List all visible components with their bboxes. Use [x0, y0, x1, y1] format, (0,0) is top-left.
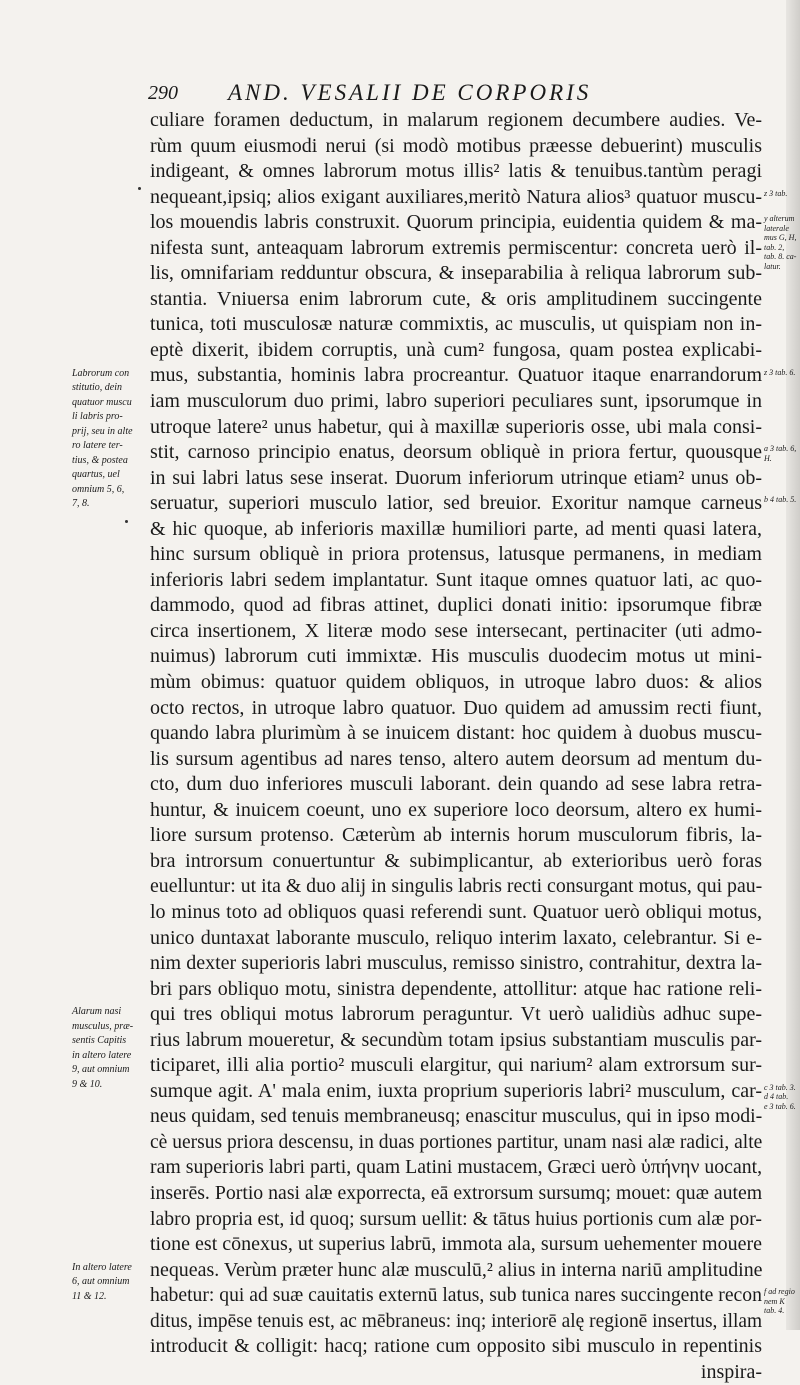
running-title: AND. VESALII DE CORPORIS: [228, 80, 592, 105]
text-line: stit, carnoso principio enatus, deorsum obliquè in priora fertur, quousque: [150, 441, 762, 464]
margin-note-line: y alterum: [764, 214, 795, 224]
text-line: inferioris labri sedem implantatur. Sunt itaque omnes quatuor lati, ac quo-: [150, 568, 762, 591]
text-line: liore sursum protenso. Cæterùm ab internis horum musculorum fibris, la-: [150, 824, 762, 847]
text-line: mùm obimus: quatuor quidem obliquos, in utroque labro duos: & alios: [150, 671, 762, 694]
margin-dot: [125, 520, 128, 523]
text-line: tunica, toti musculosæ naturæ commixtis, ac musculis, ut quispiam non in-: [150, 313, 762, 336]
scan-edge-shadow: [786, 0, 800, 1330]
margin-note-line: z 3 tab. 6.: [764, 367, 796, 377]
margin-note-line: tab. 4.: [764, 1306, 785, 1316]
text-line: ram superioris labri parti, quam Latini mustacem, Græci uerò ὑπήνην uocant,: [150, 1156, 763, 1179]
text-line: rùm quum eiusmodi nerui (si modò motibus præesse debuerint) musculis: [150, 134, 762, 157]
text-line: octo rectos, in utroque labro quatuor. Duo quidem ad amussim recti fiunt,: [150, 696, 762, 719]
text-line: quando labra plurimùm à se inuicem distant: hoc quidem à duobus muscu-: [150, 722, 762, 745]
text-line: eptè dixerit, ibidem corruptis, unà cum² fungosa, quam postea explicabi-: [150, 338, 762, 361]
margin-note-left: [72, 367, 150, 512]
text-line: utroque latere² unus habetur, qui à maxillæ superioris osse, ubi mala consi-: [150, 415, 762, 438]
margin-note-line: 9, aut omnium: [72, 1064, 130, 1076]
text-line: rius labrum moueretur, & secundùm totam ipsius substantiam musculis par-: [150, 1028, 762, 1051]
margin-note-line: quartus, uel: [72, 469, 120, 480]
text-line: cè uersus priora descensu, in duas portiones partitur, unam nasi alæ radici, alte: [150, 1130, 763, 1153]
text-line: labro propria est, id quoq; sursum uellit: & tātus huius portionis cum alæ por-: [150, 1207, 762, 1230]
text-line: sumque agit. A' mala enim, iuxta proprium superioris labri² musculum, car-: [150, 1079, 762, 1102]
text-line: in sui labri latus sese inserat. Duorum inferiorum utrinque etiam² unus ob-: [150, 466, 762, 489]
margin-note-line: mus G, H,: [764, 233, 797, 243]
margin-note-line: e 3 tab. 6.: [764, 1101, 796, 1111]
text-line: indigeant, & omnes labrorum motus illis² latis & tenuibus.tantùm peragi: [150, 160, 762, 183]
margin-note-line: li labris pro-: [72, 411, 123, 422]
margin-note-line: a 3 tab. 6,: [764, 444, 797, 454]
text-line: euelluntur: ut ita & duo alij in singulis labris recti consurgant motus, qui pau-: [150, 875, 763, 898]
text-line: inspira-: [700, 1360, 762, 1383]
margin-note-line: d 4 tab.: [764, 1092, 789, 1102]
page-header: [148, 82, 668, 110]
text-line: nequeant,ipsiq; alios exigant auxiliares,meritò Natura alios³ quatuor muscu-: [150, 185, 762, 208]
text-line: habetur: qui ad suæ cauitatis externū latus, sub tunica nares succingente recon: [150, 1284, 762, 1307]
text-line: lis sursum agentibus ad nares tenso, altero autem deorsum ad mentum du-: [150, 747, 762, 770]
margin-note-right: [764, 1287, 800, 1316]
margin-dot: [138, 187, 141, 190]
text-line: iam musculorum duo primi, labro superiori peculiares sunt, ipsorumque in: [150, 390, 762, 413]
margin-note-line: omnium 5, 6,: [72, 483, 125, 495]
text-line: lo minus toto ad obliquos quasi referendi sunt. Quatuor uerò obliqui motus,: [150, 900, 762, 923]
text-line: lis, omnifariam redduntur obscura, & inseparabilia à reliqua labrorum sub-: [150, 262, 762, 285]
margin-note-right: [764, 444, 800, 463]
text-line: stantia. Vniuersa enim labrorum cute, & oris amplitudinem succingente: [150, 287, 762, 310]
text-line: cto, dum duo inferiores musculi laborant. dein quando ad sese labra retra-: [150, 773, 762, 796]
text-line: introducit & colligit: hacq; ratione cum opposito sibi musculo in repentinis: [150, 1335, 762, 1358]
margin-note-line: quatuor muscu: [72, 396, 132, 408]
text-line: dammodo, quod ad fibras attinet, duplici donati initio: ipsorumque fibræ: [150, 594, 762, 617]
text-line: ditus, impēse tenuis est, ac mēbraneus: inq; interiorē alę regionē insertus, illam: [150, 1309, 763, 1332]
text-line: culiare foramen deductum, in malarum regionem decumbere audies. Ve-: [150, 109, 762, 131]
margin-note-line: 7, 8.: [72, 498, 90, 509]
margin-note-line: laterale: [764, 223, 789, 233]
margin-note-right: [764, 495, 800, 505]
text-line: tione est cōnexus, ut superius labrū, immota ala, sursum uehementer mouere: [150, 1233, 762, 1256]
margin-note-line: H.: [764, 453, 772, 463]
margin-note-line: b 4 tab. 5.: [764, 495, 797, 505]
text-line: nuimus) labrorum cuti immixtæ. His musculis duodecim motus ut mini-: [150, 645, 762, 668]
text-line: bri pars obliquo motu, sinistra dependente, attollitur: atque hac ratione reli-: [150, 977, 762, 1000]
margin-note-line: tab. 8. ca-: [764, 252, 797, 262]
margin-note-right: [764, 1083, 800, 1112]
text-line: & hic quoque, ab inferioris maxillæ humiliori parte, ad menti quasi latera,: [150, 517, 762, 540]
text-line: nifesta sunt, anteaquam labrorum extremis permiscentur: concreta uerò il-: [150, 236, 762, 259]
text-line: unico duntaxat laborante musculo, reliquo interim laxato, celebrantur. Si e-: [150, 926, 762, 949]
margin-note-line: Alarum nasi: [72, 1006, 122, 1018]
margin-note-line: f ad regio: [764, 1287, 795, 1297]
margin-note-line: nem K: [764, 1296, 785, 1306]
text-line: nequeas. Verùm præter hunc alæ musculū,² alius in interna nariū amplitudine: [150, 1258, 763, 1281]
margin-note-line: c 3 tab. 3.: [764, 1082, 796, 1092]
margin-note-line: 9 & 10.: [72, 1078, 103, 1090]
text-line: qui tres obliqui motus labrorum peraguntur. Vt uerò ualidiùs adhuc supe-: [150, 1003, 762, 1026]
text-line: huntur, & inuicem coeunt, uno ex superiore loco deorsum, altero ex humi-: [150, 798, 762, 821]
margin-note-line: tius, & postea: [72, 454, 128, 466]
margin-note-line: z 3 tab.: [764, 188, 788, 198]
text-line: inserēs. Portio nasi alæ exporrecta, eā extrorsum sursumq; mouet: quæ autem: [150, 1181, 763, 1204]
text-line: ticiparet, illi alia portio² musculi elargitur, qui narium² alam extrorsum sur-: [150, 1054, 762, 1077]
main-text-block: [150, 108, 762, 1385]
text-line: bra introrsum conuertuntur & subimplicantur, ab exterioribus uerò foras: [150, 849, 762, 872]
margin-note-line: prij, seu in alte: [72, 425, 133, 437]
margin-note-left: [72, 1261, 150, 1305]
margin-note-line: Labrorum con: [72, 367, 130, 379]
text-line: mus, substantia, hominis labra procreantur. Quatuor itaque enarrandorum: [150, 364, 762, 387]
text-line: seruatur, superiori musculo latior, sed breuior. Exoritur namque carneus: [150, 492, 762, 515]
margin-note-line: 11 & 12.: [72, 1290, 107, 1302]
margin-note-line: stitutio, dein: [72, 382, 122, 393]
page-number: 290: [148, 82, 178, 104]
margin-note-line: sentis Capitis: [72, 1035, 127, 1047]
margin-note-right: [764, 214, 800, 271]
margin-note-line: tab. 2,: [764, 242, 785, 252]
margin-note-line: ro latere ter-: [72, 440, 123, 451]
margin-note-line: in altero latere: [72, 1049, 132, 1061]
margin-note-line: latur.: [764, 261, 781, 271]
text-line: circa insertionem, X literæ modo sese intersecant, pertinaciter (uti admo-: [150, 619, 762, 642]
text-line: neus quidam, sed tenuis membraneusq; enascitur musculus, qui in ipso modi-: [150, 1105, 763, 1128]
margin-note-line: In altero latere: [72, 1261, 132, 1273]
margin-note-right: [764, 368, 800, 378]
margin-note-right: [764, 189, 800, 199]
margin-note-line: 6, aut omnium: [72, 1276, 130, 1288]
margin-note-left: [72, 1005, 150, 1092]
text-line: nim dexter superioris labri musculus, remisso sinistro, contrahitur, dextra la-: [150, 952, 762, 975]
margin-note-line: musculus, præ-: [72, 1020, 134, 1032]
text-line: hinc sursum obliquè in priora protensus, latusque permanens, in mediam: [150, 543, 762, 566]
text-line: los mouendis labris construxit. Quorum principia, euidentia quidem & ma-: [150, 211, 762, 234]
